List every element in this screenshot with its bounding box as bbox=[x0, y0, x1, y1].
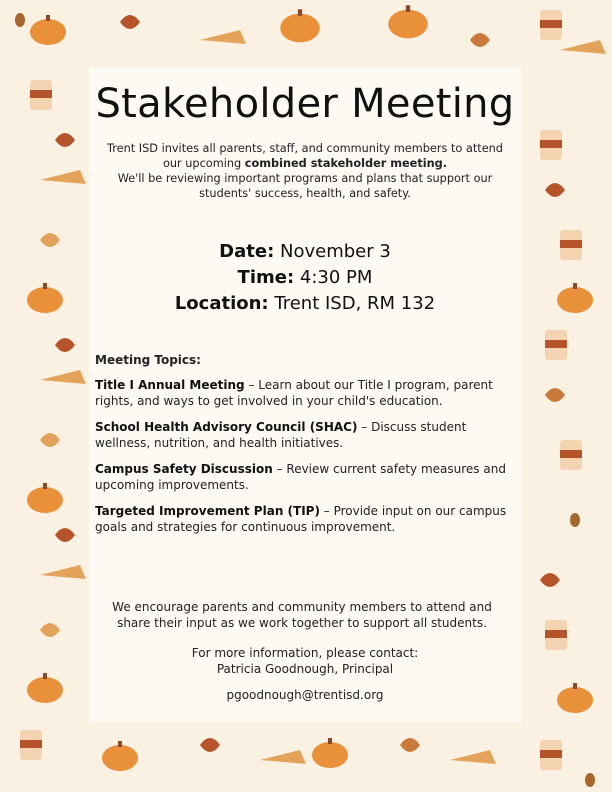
leaf-icon bbox=[40, 623, 60, 637]
leaf-icon bbox=[120, 15, 140, 29]
pumpkin-icon bbox=[30, 19, 66, 45]
pumpkin-icon bbox=[388, 10, 428, 39]
latte-cup-band bbox=[560, 240, 582, 248]
pumpkin-icon bbox=[312, 742, 348, 768]
meeting-topics bbox=[95, 352, 507, 545]
topic-item bbox=[95, 377, 507, 409]
pumpkin-stem bbox=[298, 9, 302, 16]
latte-cup-band bbox=[545, 630, 567, 638]
latte-cup-band bbox=[540, 750, 562, 758]
topic-name: Title I Annual Meeting bbox=[95, 378, 245, 392]
pumpkin-stem bbox=[46, 15, 50, 21]
meeting-details bbox=[89, 239, 521, 317]
leaf-icon bbox=[545, 388, 565, 402]
pie-slice-icon bbox=[40, 170, 86, 184]
pumpkin-stem bbox=[43, 483, 47, 489]
flyer-card bbox=[89, 67, 521, 722]
date-value: November 3 bbox=[280, 241, 391, 262]
leaf-icon bbox=[540, 573, 560, 587]
pumpkin-stem bbox=[118, 741, 122, 747]
latte-cup-band bbox=[545, 340, 567, 348]
pumpkin-stem bbox=[328, 738, 332, 744]
latte-cup-band bbox=[560, 450, 582, 458]
pumpkin-icon bbox=[102, 745, 138, 771]
contact-intro: For more information, please contact: bbox=[191, 646, 419, 660]
topic-name: School Health Advisory Council (SHAC) bbox=[95, 420, 358, 434]
pumpkin-stem bbox=[43, 673, 47, 679]
intro-text-2: We'll be reviewing important programs and plans that support our students' success, health, and safety. bbox=[117, 172, 493, 200]
pumpkin-stem bbox=[573, 683, 577, 689]
pumpkin-icon bbox=[27, 487, 63, 513]
pie-slice-icon bbox=[560, 40, 606, 54]
topic-item bbox=[95, 461, 507, 493]
leaf-icon bbox=[470, 33, 490, 47]
topic-name: Targeted Improvement Plan (TIP) bbox=[95, 504, 320, 518]
closing-paragraph: We encourage parents and community members to attend and share their input as we work together to support all students. bbox=[112, 600, 492, 630]
topic-name: Campus Safety Discussion bbox=[95, 462, 273, 476]
pumpkin-icon bbox=[557, 287, 593, 313]
location-value: Trent ISD, RM 132 bbox=[274, 293, 436, 314]
leaf-icon bbox=[55, 133, 75, 147]
time-value: 4:30 PM bbox=[299, 267, 373, 288]
contact-email[interactable]: pgoodnough@trentisd.org bbox=[226, 688, 384, 702]
pie-slice-icon bbox=[260, 750, 306, 764]
pie-slice-icon bbox=[40, 370, 86, 384]
leaf-icon bbox=[55, 528, 75, 542]
pumpkin-stem bbox=[573, 283, 577, 289]
latte-cup-band bbox=[30, 90, 52, 98]
leaf-icon bbox=[545, 183, 565, 197]
acorn-icon bbox=[15, 13, 25, 27]
location-label: Location: bbox=[174, 293, 269, 314]
leaf-icon bbox=[55, 338, 75, 352]
topic-desc: – Learn about our Title I program, parent rights, and ways to get involved in your child's education. bbox=[95, 378, 493, 408]
pumpkin-stem bbox=[43, 283, 47, 289]
pumpkin-icon bbox=[27, 287, 63, 313]
time-line bbox=[89, 265, 521, 291]
date-label: Date: bbox=[219, 241, 275, 262]
topic-desc: – Review current safety measures and upcoming improvements. bbox=[95, 462, 506, 492]
pie-slice-icon bbox=[200, 30, 246, 44]
pumpkin-stem bbox=[406, 5, 410, 12]
contact-name: Patricia Goodnough, Principal bbox=[216, 662, 394, 676]
pumpkin-icon bbox=[27, 677, 63, 703]
pumpkin-icon bbox=[557, 687, 593, 713]
topic-item bbox=[95, 503, 507, 535]
leaf-icon bbox=[40, 433, 60, 447]
pie-slice-icon bbox=[450, 750, 496, 764]
latte-cup-band bbox=[20, 740, 42, 748]
leaf-icon bbox=[400, 738, 420, 752]
topic-desc: – Provide input on our campus goals and strategies for continuous improvement. bbox=[95, 504, 507, 534]
contact-block bbox=[89, 645, 521, 677]
page-title: Stakeholder Meeting bbox=[95, 81, 515, 127]
topic-item bbox=[95, 419, 507, 451]
time-label: Time: bbox=[237, 267, 295, 288]
date-line bbox=[89, 239, 521, 265]
intro-paragraph bbox=[103, 141, 507, 201]
location-line bbox=[89, 291, 521, 317]
leaf-icon bbox=[200, 738, 220, 752]
pie-slice-icon bbox=[40, 565, 86, 579]
latte-cup-band bbox=[540, 140, 562, 148]
topics-heading: Meeting Topics: bbox=[95, 353, 201, 367]
latte-cup-band bbox=[540, 20, 562, 28]
topic-desc: – Discuss student wellness, nutrition, and health initiatives. bbox=[95, 420, 467, 450]
pumpkin-icon bbox=[280, 14, 320, 43]
intro-highlight: combined stakeholder meeting. bbox=[244, 157, 448, 170]
intro-text-1: Trent ISD invites all parents, staff, and community members to attend our upcoming bbox=[107, 142, 503, 170]
acorn-icon bbox=[585, 773, 595, 787]
acorn-icon bbox=[570, 513, 580, 527]
leaf-icon bbox=[40, 233, 60, 247]
